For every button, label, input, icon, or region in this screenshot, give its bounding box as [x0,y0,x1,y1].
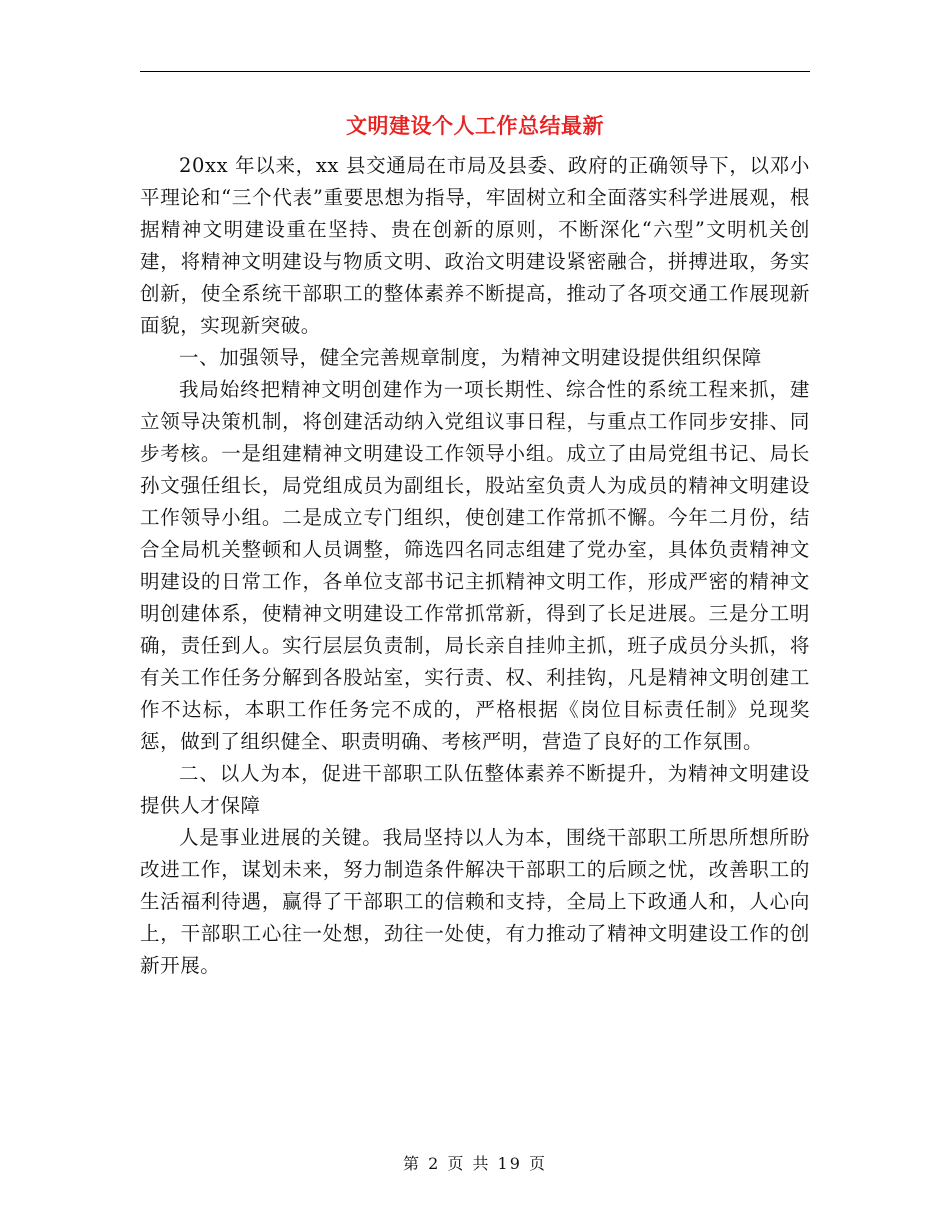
intro-paragraph: 20xx 年以来，xx 县交通局在市局及县委、政府的正确领导下，以邓小平理论和“三个代表”重要思想为指导，牢固树立和全面落实科学进展观，根据精神文明建设重在坚持、贵在创新的原则，不断深化“六型”文明机关创建，将精神文明建设与物质文明、政治文明建设紧密融合，拼搏进取，务实创新，使全系统干部职工的整体素养不断提高，推动了各项交通工作展现新面貌，实现新突破。 [140,154,810,337]
header-rule [140,71,810,72]
page-number: 第 2 页 共 19 页 [403,1154,547,1173]
section-2-paragraph: 人是事业进展的关键。我局坚持以人为本，围绕干部职工所思所想所盼改进工作，谋划未来，努力制造条件解决干部职工的后顾之忧，改善职工的生活福利待遇，赢得了干部职工的信赖和支持，全局上下政通人和，人心向上，干部职工心往一处想，劲往一处使，有力推动了精神文明建设工作的创新开展。 [140,826,810,977]
document-title: 文明建设个人工作总结最新 [346,114,604,138]
document-body [140,150,810,982]
section-heading-2: 二、以人为本，促进干部职工队伍整体素养不断提升，为精神文明建设提供人才保障 [140,762,810,817]
section-heading-1: 一、加强领导，健全完善规章制度，为精神文明建设提供组织保障 [179,346,762,369]
section-1-paragraph: 我局始终把精神文明创建作为一项长期性、综合性的系统工程来抓，建立领导决策机制，将创建活动纳入党组议事日程，与重点工作同步安排、同步考核。一是组建精神文明建设工作领导小组。成立了由局党组书记、局长孙文强任组长，局党组成员为副组长，股站室负责人为成员的精神文明建设工作领导小组。二是成立专门组织，使创建工作常抓不懈。今年二月份，结合全局机关整顿和人员调整，筛选四名同志组建了党办室，具体负责精神文明建设的日常工作，各单位支部书记主抓精神文明工作，形成严密的精神文明创建体系，使精神文明建设工作常抓常新，得到了长足进展。三是分工明确，责任到人。实行层层负责制，局长亲自挂帅主抓，班子成员分头抓，将有关工作任务分解到各股站室，实行责、权、利挂钩，凡是精神文明创建工作不达标，本职工作任务完不成的，严格根据《岗位目标责任制》兑现奖惩，做到了组织健全、职责明确、考核严明，营造了良好的工作氛围。 [140,378,810,753]
